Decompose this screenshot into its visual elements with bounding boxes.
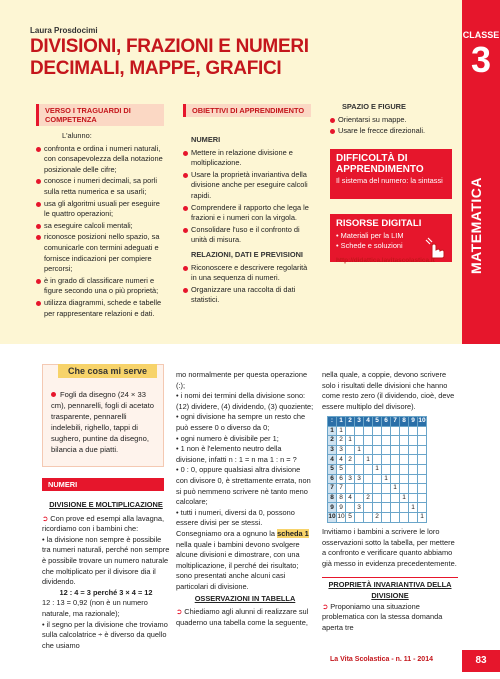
table-cell <box>418 436 427 446</box>
table-cell <box>346 464 355 474</box>
risorse-item-schede[interactable]: • Schede e soluzioni <box>336 241 403 250</box>
table-cell: 1 <box>400 493 409 503</box>
subject-label: MATEMATICA <box>468 176 484 274</box>
table-cell <box>400 445 409 455</box>
right-column-text: nella quale, a coppie, devono scrivere solo i risultati delle divisioni che hanno come resto zero (il dividendo, cioè, deve essere multiplo del divisore). <box>322 370 455 411</box>
table-cell: 1 <box>355 445 364 455</box>
table-cell <box>418 455 427 465</box>
table-cell <box>418 445 427 455</box>
table-row <box>328 484 427 494</box>
table-cell <box>382 512 391 522</box>
table-row <box>328 493 427 503</box>
table-cell <box>382 484 391 494</box>
table-cell <box>364 445 373 455</box>
table-cell <box>391 474 400 484</box>
numeri-subheader: NUMERI <box>191 135 221 144</box>
table-cell <box>382 436 391 446</box>
table-cell <box>400 512 409 522</box>
divisione-subtitle: DIVISIONE E MOLTIPLICAZIONE <box>49 500 163 509</box>
table-cell <box>373 484 382 494</box>
table-cell: 2 <box>346 455 355 465</box>
table-cell: 3 <box>355 474 364 484</box>
table-cell: 2 <box>364 493 373 503</box>
table-cell <box>364 426 373 436</box>
table-cell: 3 <box>355 503 364 513</box>
table-cell: 10 <box>418 417 426 425</box>
table-cell <box>373 426 382 436</box>
arrow-icon: ➲ <box>42 513 51 523</box>
table-cell: 1 <box>409 503 418 513</box>
table-cell: 8 <box>400 417 409 427</box>
footer-publication: La Vita Scolastica - n. 11 - 2014 <box>330 656 433 663</box>
spazio-subheader: SPAZIO E FIGURE <box>342 102 406 111</box>
table-cell: 3 <box>328 445 337 455</box>
table-cell: 2 <box>346 417 355 427</box>
right-column-text-2: Invitiamo i bambini a scrivere le loro osservazioni sotto la tabella, per mettere a confronto e verificare quanto abbiamo già messo in evidenza precedentemente. PROPRIETÀ INVARIANTIVA DELLA DIVISIONE ➲ Proponiamo una situazione problematica con la stessa domanda aperta tre <box>322 527 457 632</box>
table-row <box>328 455 427 465</box>
table-cell: 9 <box>328 503 337 513</box>
table-cell: 2 <box>373 512 382 522</box>
table-cell <box>382 455 391 465</box>
numeri-item-0: Mettere in relazione divisione e moltiplicazione. <box>183 148 311 169</box>
table-cell: 8 <box>328 493 337 503</box>
left-eq2: 12 : 13 = 0,92 (non è un numero naturale, ma razionale); <box>42 598 148 618</box>
competenze-column <box>36 131 164 320</box>
table-cell: 5 <box>328 464 337 474</box>
table-cell <box>355 484 364 494</box>
competenza-item-4: riconosce posizioni nello spazio, sa comunicarle con termini adeguati e fornisce indicazioni per compiere percorsi; <box>36 232 164 274</box>
table-cell <box>418 484 427 494</box>
obiettivi-column <box>183 131 311 307</box>
obiettivi-header: OBIETTIVI DI APPRENDIMENTO <box>183 104 311 117</box>
table-cell: : <box>328 417 337 427</box>
table-cell <box>373 445 382 455</box>
page-number: 83 <box>462 650 500 672</box>
middle-column-text: mo normalmente per questa operazione (:); • i nomi dei termini della divisione sono: (12) dividere, (4) dividendo, (3) quoziente; • ogni divisione ha sempre un resto che può essere 0 o diverso da 0; • ogni numero è divisibile per 1; • 1 non è l'elemento neutro della divisione, infatti n : 1 = n ma 1 : n = ? • 0 : 0, oppure qualsiasi altra divisione con divisore 0, è strettamente errata, non si può nemmeno scrivere nè tanto meno calcolare; • tutti i numeri, diversi da 0, possono essere divisi per se stessi. Consegniamo ora a ognuno la scheda 1 nella quale i bambini devono svolgere alcune divisioni e dimostrare, con una moltiplicazione, il perché dei risultato; sono presentati anche alcuni casi particolari di divisione. OSSERVAZIONI IN TABELLA ➲ Chiediamo agli alunni di realizzare sul quaderno una tabella come la seguente, <box>176 370 314 627</box>
table-row <box>328 474 427 484</box>
table-cell: 1 <box>364 455 373 465</box>
relazioni-item-1: Organizzare una raccolta di dati statistici. <box>183 285 311 306</box>
table-cell <box>355 493 364 503</box>
table-cell: 4 <box>328 455 337 465</box>
numeri-item-1: Usare la proprietà invariantiva della divisione anche per eseguire calcoli rapidi. <box>183 170 311 202</box>
table-cell <box>373 503 382 513</box>
table-cell: 3 <box>355 417 364 427</box>
table-cell <box>364 474 373 484</box>
table-cell <box>418 493 427 503</box>
table-cell <box>391 436 400 446</box>
table-cell <box>346 484 355 494</box>
competenze-header: VERSO I TRAGUARDI DI COMPETENZA <box>36 104 164 126</box>
materials-text: Fogli da disegno (24 × 33 cm), pennarelli, fogli di acetato trasparente, pennarelli indelebili, righello, tappi di sughero, puntine da disegno, bilancia a due piatti. <box>51 390 154 454</box>
table-cell <box>391 512 400 522</box>
table-cell <box>346 503 355 513</box>
didattica-link[interactable]: http://didattica.lavitascolastica.it <box>336 257 435 264</box>
table-cell <box>400 503 409 513</box>
difficolta-title: DIFFICOLTÀ DI APPRENDIMENTO <box>336 153 424 175</box>
table-cell <box>409 512 418 522</box>
table-cell <box>400 455 409 465</box>
table-cell <box>391 445 400 455</box>
invariantiva-subtitle: PROPRIETÀ INVARIANTIVA DELLA DIVISIONE <box>328 580 452 600</box>
numeri-item-2: Comprendere il rapporto che lega le frazioni e i numeri con la virgola. <box>183 203 311 224</box>
numeri-list <box>183 148 311 246</box>
competenze-list <box>36 144 164 320</box>
risorse-title: RISORSE DIGITALI <box>336 218 422 229</box>
table-cell <box>373 455 382 465</box>
table-cell: 1 <box>391 484 400 494</box>
table-cell <box>409 484 418 494</box>
table-cell: 3 <box>337 445 346 455</box>
table-cell <box>364 464 373 474</box>
table-cell: 1 <box>328 426 337 436</box>
table-cell <box>391 464 400 474</box>
table-cell <box>382 426 391 436</box>
table-cell: 7 <box>337 484 346 494</box>
table-cell: 7 <box>391 417 400 427</box>
spazio-item-1: Usare le frecce direzionali. <box>330 126 454 137</box>
table-cell: 1 <box>418 512 427 522</box>
competenze-intro: L'alunno: <box>62 131 92 140</box>
table-cell <box>418 503 427 513</box>
table-cell: 6 <box>337 474 346 484</box>
page-title <box>30 36 330 80</box>
materials-box <box>42 364 164 467</box>
table-row <box>328 512 427 522</box>
table-cell <box>355 436 364 446</box>
table-cell: 4 <box>364 417 373 427</box>
table-cell: 6 <box>328 474 337 484</box>
table-cell <box>382 445 391 455</box>
table-cell <box>409 455 418 465</box>
class-number: 3 <box>470 39 492 80</box>
table-cell: 1 <box>373 464 382 474</box>
left-p3: • il segno per la divisione che troviamo sulla calcolatrice ÷ è diverso da quello che usiamo <box>42 619 168 650</box>
table-cell <box>382 493 391 503</box>
class-label: CLASSE <box>462 30 500 40</box>
table-cell <box>391 426 400 436</box>
competenza-item-6: utilizza diagrammi, schede e tabelle per rappresentare relazioni e dati. <box>36 298 164 319</box>
table-cell <box>400 436 409 446</box>
table-cell <box>418 474 427 484</box>
table-cell <box>400 474 409 484</box>
table-cell: 2 <box>328 436 337 446</box>
arrow-icon: ➲ <box>176 607 185 617</box>
table-cell <box>364 436 373 446</box>
table-cell <box>409 474 418 484</box>
table-cell: 3 <box>346 474 355 484</box>
table-cell <box>373 493 382 503</box>
table-cell <box>355 426 364 436</box>
left-eq1: 12 : 4 = 3 perché 3 × 4 = 12 <box>59 587 153 597</box>
table-cell: 7 <box>328 484 337 494</box>
table-cell <box>391 503 400 513</box>
table-cell <box>373 474 382 484</box>
table-cell: 5 <box>346 512 355 522</box>
table-cell <box>382 503 391 513</box>
table-cell: 5 <box>337 464 346 474</box>
table-cell <box>409 493 418 503</box>
osservazioni-subtitle: OSSERVAZIONI IN TABELLA <box>194 594 296 604</box>
table-cell: 6 <box>382 417 391 427</box>
division-table <box>327 416 427 523</box>
table-cell: 9 <box>337 503 346 513</box>
table-cell: 5 <box>373 417 382 427</box>
table-cell <box>355 512 364 522</box>
table-cell: 1 <box>382 474 391 484</box>
table-cell: 9 <box>409 417 418 427</box>
class-sidebar <box>462 0 500 344</box>
left-column-text <box>42 500 170 651</box>
materials-header: Che cosa mi serve <box>58 364 157 378</box>
left-p2: • la divisione non sempre è possibile tra numeri naturali, perché non sempre è possibile trovare un numero naturale che moltiplicato per il divisore dia il dividendo. <box>42 534 170 587</box>
competenza-item-3: sa eseguire calcoli mentali; <box>36 221 164 232</box>
table-row <box>328 436 427 446</box>
risorse-item-lim[interactable]: • Materiali per la LIM <box>336 231 404 240</box>
competenza-item-0: confronta e ordina i numeri naturali, con consapevolezza della notazione posizionale delle cifre; <box>36 144 164 176</box>
table-cell <box>400 484 409 494</box>
relazioni-subheader: RELAZIONI, DATI E PREVISIONI <box>191 249 303 259</box>
table-cell <box>400 426 409 436</box>
table-header-row <box>328 417 427 427</box>
table-cell: 1 <box>337 426 346 436</box>
table-cell <box>391 455 400 465</box>
table-cell: 8 <box>337 493 346 503</box>
table-row <box>328 503 427 513</box>
table-cell <box>391 493 400 503</box>
table-cell: 1 <box>346 436 355 446</box>
table-cell <box>364 484 373 494</box>
table-cell: 4 <box>337 455 346 465</box>
table-cell <box>364 503 373 513</box>
arrow-icon: ➲ <box>322 601 331 611</box>
table-cell <box>364 512 373 522</box>
difficolta-subtitle: Il sistema del numero: la sintassi <box>336 176 443 185</box>
competenza-item-5: è in grado di classificare numeri e figure secondo una o più proprietà; <box>36 276 164 297</box>
table-cell <box>409 426 418 436</box>
table-cell <box>355 455 364 465</box>
spazio-column <box>330 102 454 138</box>
table-row <box>328 464 427 474</box>
competenza-item-1: conosce i numeri decimali, sa porli sulla retta numerica e sa usarli; <box>36 176 164 197</box>
title-line-2: DECIMALI, MAPPE, GRAFICI <box>30 58 282 79</box>
table-cell <box>409 464 418 474</box>
table-cell <box>373 436 382 446</box>
scheda-1-highlight: scheda 1 <box>277 528 309 538</box>
author-name: Laura Prosdocimi <box>30 26 98 35</box>
table-cell: 1 <box>337 417 346 427</box>
competenza-item-2: usa gli algoritmi usuali per eseguire le quattro operazioni; <box>36 199 164 220</box>
numeri-item-3: Consolidare l'uso e il confronto di unità di misura. <box>183 225 311 246</box>
numeri-section-header: NUMERI <box>42 478 164 491</box>
table-cell <box>409 445 418 455</box>
table-cell: 4 <box>346 493 355 503</box>
table-cell <box>346 426 355 436</box>
relazioni-list <box>183 263 311 306</box>
table-cell <box>418 426 427 436</box>
table-cell: 2 <box>337 436 346 446</box>
table-cell <box>382 464 391 474</box>
table-row <box>328 445 427 455</box>
difficolta-box <box>330 149 452 199</box>
spazio-list <box>330 115 454 137</box>
table-cell <box>418 464 427 474</box>
table-cell: 10 <box>337 513 345 521</box>
relazioni-item-0: Riconoscere e descrivere regolarità in una sequenza di numeri. <box>183 263 311 284</box>
bullet-icon <box>51 392 56 397</box>
title-line-1: DIVISIONI, FRAZIONI E NUMERI <box>30 36 309 57</box>
table-row <box>328 426 427 436</box>
table-cell <box>355 464 364 474</box>
left-p1: ➲ Con prove ed esempi alla lavagna, ricordiamo con i bambini che: <box>42 513 165 534</box>
table-cell <box>409 436 418 446</box>
table-cell <box>400 464 409 474</box>
table-cell: 10 <box>328 513 336 521</box>
table-cell <box>346 445 355 455</box>
spazio-item-0: Orientarsi su mappe. <box>330 115 454 126</box>
